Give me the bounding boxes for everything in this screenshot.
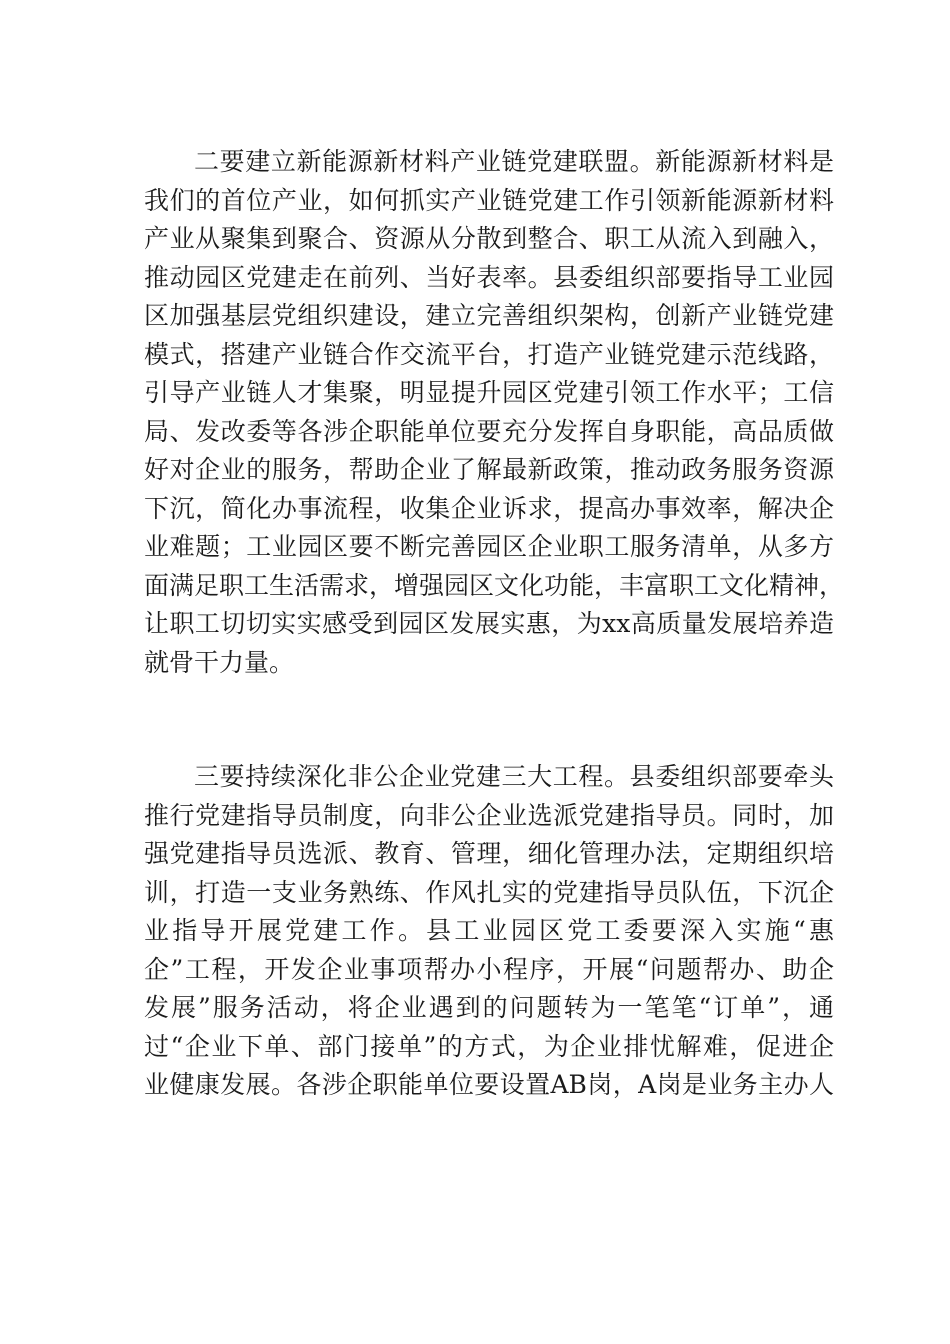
- text-line: 强党建指导员选派、教育、管理，细化管理办法，定期组织培: [144, 839, 834, 868]
- text-line: 业指导开展党建工作。县工业园区党工委要深入实施“惠: [144, 916, 834, 945]
- text-line: 业难题；工业园区要不断完善园区企业职工服务清单，从多方: [144, 532, 834, 561]
- text-line: 引导产业链人才集聚，明显提升园区党建引领工作水平；工信: [144, 378, 834, 407]
- text-line: 推行党建指导员制度，向非公企业选派党建指导员。同时，加: [144, 800, 834, 830]
- text-line: 过“企业下单、部门接单”的方式，为企业排忧解难，促进企: [144, 1031, 834, 1061]
- text-line: 训，打造一支业务熟练、作风扎实的党建指导员队伍，下沉企: [144, 877, 834, 907]
- text-line: 三要持续深化非公企业党建三大工程。县委组织部要牵头: [194, 762, 834, 791]
- text-line: 推动园区党建走在前列、当好表率。县委组织部要指导工业园: [144, 262, 834, 292]
- text-line: 产业从聚集到聚合、资源从分散到整合、职工从流入到融入，: [144, 224, 834, 253]
- text-line: 企”工程，开发企业事项帮办小程序，开展“问题帮办、助企: [144, 954, 834, 984]
- text-line: 下沉，简化办事流程，收集企业诉求，提高办事效率，解决企: [144, 493, 834, 523]
- text-line: 我们的首位产业，如何抓实产业链党建工作引领新能源新材料: [144, 185, 834, 215]
- paragraph-new-energy-alliance: [144, 143, 845, 682]
- text-line: 好对企业的服务，帮助企业了解最新政策，推动政务服务资源: [144, 455, 834, 484]
- text-line: 局、发改委等各涉企职能单位要充分发挥自身职能，高品质做: [144, 416, 834, 446]
- text-line: 面满足职工生活需求，增强园区文化功能，丰富职工文化精神，: [144, 570, 845, 600]
- text-line: 发展”服务活动，将企业遇到的问题转为一笔笔“订单”，通: [144, 993, 834, 1022]
- text-line: 区加强基层党组织建设，建立完善组织架构，创新产业链党建: [144, 301, 834, 330]
- text-line: 就骨干力量。: [144, 647, 295, 677]
- text-line: 业健康发展。各涉企职能单位要设置AB岗，A岗是业务主办人: [144, 1070, 834, 1099]
- text-line: 二要建立新能源新材料产业链党建联盟。新能源新材料是: [194, 147, 834, 176]
- text-line: 模式，搭建产业链合作交流平台，打造产业链党建示范线路，: [144, 339, 834, 369]
- paragraph-non-public-enterprise-projects: [144, 758, 834, 1105]
- text-line: 让职工切切实实感受到园区发展实惠，为xx高质量发展培养造: [144, 609, 834, 638]
